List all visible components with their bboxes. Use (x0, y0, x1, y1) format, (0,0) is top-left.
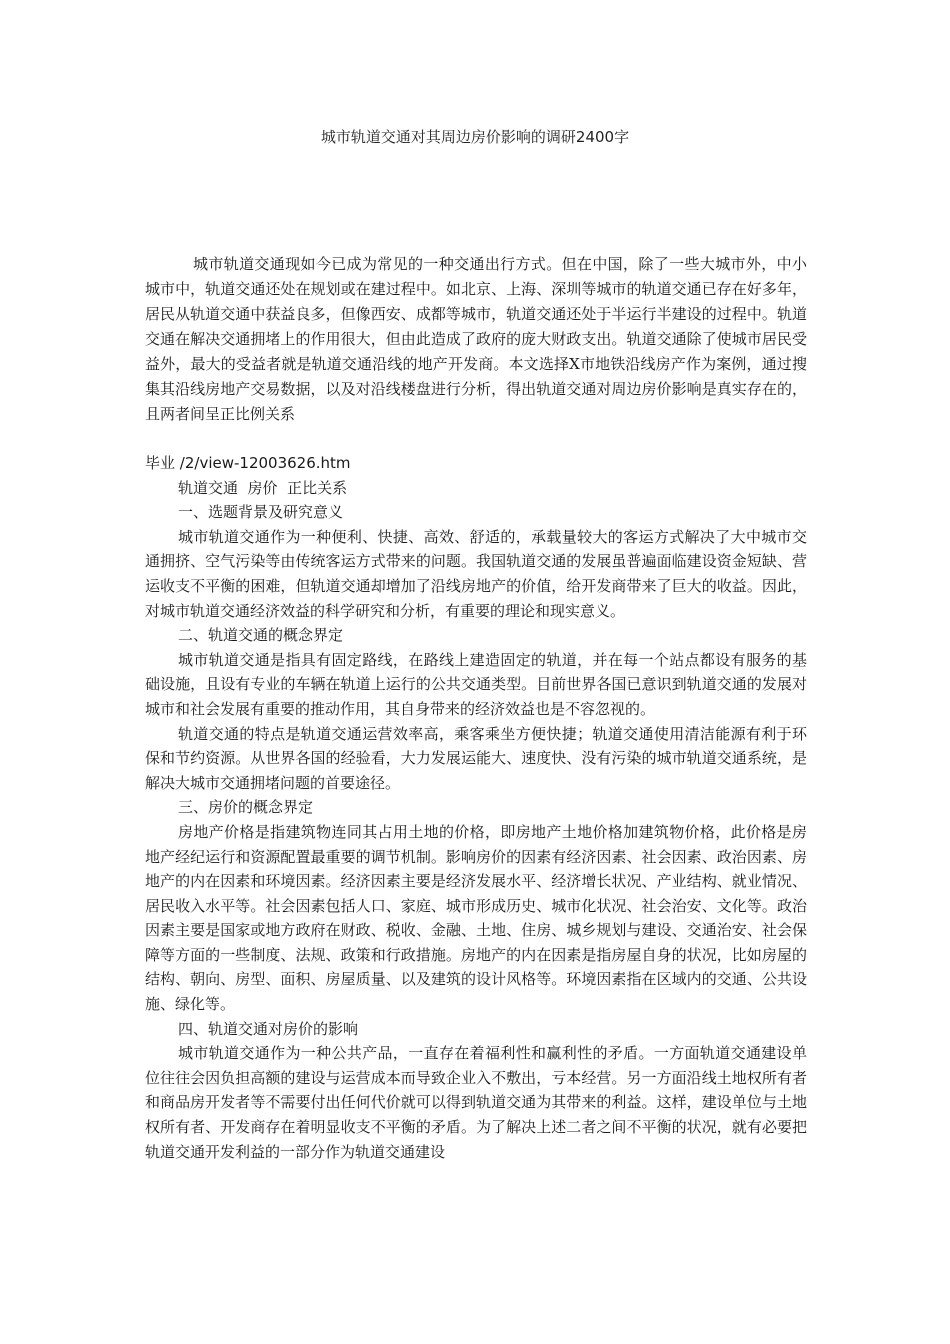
section-heading: 一、选题背景及研究意义 (178, 503, 344, 522)
section-heading: 二、轨道交通的概念界定 (178, 626, 344, 645)
section-heading: 三、房价的概念界定 (178, 798, 314, 817)
abstract-paragraph: 城市轨道交通现如今已成为常见的一种交通出行方式。但在中国，除了一些大城市外，中小城市中，轨道交通还处在规划或在建过程中。如北京、上海、深圳等城市的轨道交通已存在好多年，居民从轨道交通中获益良多，但像西安、成都等城市，轨道交通还处于半运行半建设的过程中。轨道交通在解决交通拥堵上的作用很大，但由此造成了政府的庞大财政支出。轨道交通除了使城市居民受益外，最大的受益者就是轨道交通沿线的地产开发商。本文选择X市地铁沿线房产作为案例，通过搜集其沿线房地产交易数据，以及对沿线楼盘进行分析，得出轨道交通对周边房价影响是真实存在的，且两者间呈正比例关系 (145, 255, 807, 423)
keywords-line: 轨道交通 房价 正比关系 (178, 478, 348, 497)
document-title: 城市轨道交通对其周边房价影响的调研2400字 (320, 128, 630, 146)
link-prefix: 毕业 (145, 454, 176, 472)
abstract-block (145, 252, 807, 427)
section-paragraph: 城市轨道交通作为一种便利、快捷、高效、舒适的，承载量较大的客运方式解决了大中城市交通拥挤、空气污染等由传统客运方式带来的问题。我国轨道交通的发展虽普遍面临建设资金短缺、营运收支不平衡的困难，但轨道交通却增加了沿线房地产的价值，给开发商带来了巨大的收益。因此，对城市轨道交通经济效益的科学研究和分析，有重要的理论和现实意义。 (145, 527, 807, 620)
section-paragraph: 轨道交通的特点是轨道交通运营效率高，乘客乘坐方便快捷；轨道交通使用清洁能源有利于环保和节约资源。从世界各国的经验看，大力发展运能大、速度快、没有污染的城市轨道交通系统，是解决大城市交通拥堵问题的首要途径。 (145, 724, 807, 792)
main-content (145, 451, 807, 1164)
section-paragraph: 城市轨道交通作为一种公共产品，一直存在着福利性和赢利性的矛盾。一方面轨道交通建设单位往往会因负担高额的建设与运营成本而导致企业入不敷出，亏本经营。另一方面沿线土地权所有者和商品房开发者等不需要付出任何代价就可以得到轨道交通为其带来的利益。这样，建设单位与土地权所有者、开发商存在着明显收支不平衡的矛盾。为了解决上述二者之间不平衡的状况，就有必要把轨道交通开发利益的一部分作为轨道交通建设 (145, 1044, 807, 1161)
section-heading: 四、轨道交通对房价的影响 (178, 1019, 359, 1038)
section-paragraph: 城市轨道交通是指具有固定路线，在路线上建造固定的轨道，并在每一个站点都设有服务的基础设施，且设有专业的车辆在轨道上运行的公共交通类型。目前世界各国已意识到轨道交通的发展对城市和社会发展有重要的推动作用，其自身带来的经济效益也是不容忽视的。 (145, 650, 807, 718)
link-line (145, 451, 807, 476)
source-link[interactable]: /2/view-12003626.htm (179, 454, 351, 472)
section-paragraph: 房地产价格是指建筑物连同其占用土地的价格，即房地产土地价格加建筑物价格，此价格是房地产经纪运行和资源配置最重要的调节机制。影响房价的因素有经济因素、社会因素、政治因素、房地产的内在因素和环境因素。经济因素主要是经济发展水平、经济增长状况、产业结构、就业情况、居民收入水平等。社会因素包括人口、家庭、城市形成历史、城市化状况、社会治安、文化等。政治因素主要是国家或地方政府在财政、税收、金融、土地、住房、城乡规划与建设、交通治安、社会保障等方面的一些制度、法规、政策和行政措施。房地产的内在因素是指房屋自身的状况，比如房屋的结构、朝向、房型、面积、房屋质量、以及建筑的设计风格等。环境因素指在区域内的交通、公共设施、绿化等。 (145, 822, 807, 1014)
